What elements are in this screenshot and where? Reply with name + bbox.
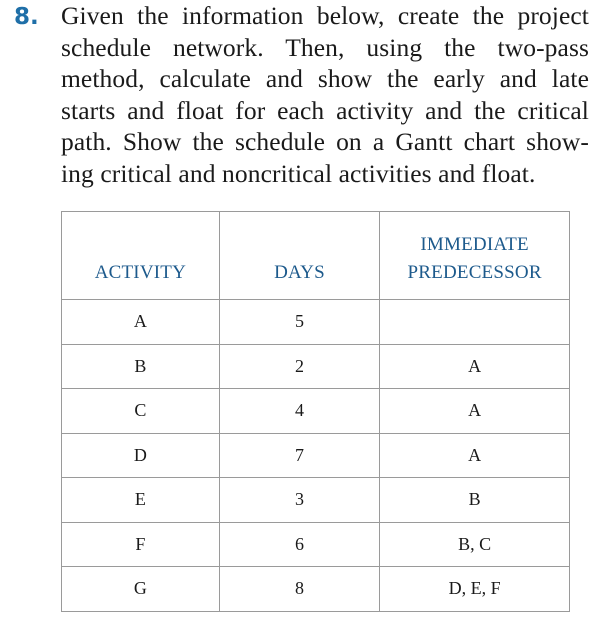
- header-predecessor: [380, 212, 570, 300]
- cell-days: 5: [219, 300, 380, 345]
- question-text: [61, 0, 589, 189]
- cell-predecessor: B, C: [380, 522, 570, 567]
- question-line: ing critical and noncritical activities and float.: [61, 158, 536, 188]
- cell-activity: E: [62, 478, 220, 523]
- activity-table: [61, 211, 570, 612]
- cell-activity: A: [62, 300, 220, 345]
- table-row: [62, 344, 570, 389]
- cell-predecessor: A: [380, 344, 570, 389]
- table-header-row: [62, 212, 570, 300]
- cell-activity: B: [62, 344, 220, 389]
- cell-days: 7: [219, 433, 380, 478]
- cell-days: 6: [219, 522, 380, 567]
- cell-predecessor: D, E, F: [380, 567, 570, 612]
- table-row: [62, 389, 570, 434]
- cell-days: 3: [219, 478, 380, 523]
- cell-activity: G: [62, 567, 220, 612]
- table-row: [62, 567, 570, 612]
- cell-predecessor: [380, 300, 570, 345]
- cell-activity: D: [62, 433, 220, 478]
- cell-days: 4: [219, 389, 380, 434]
- question-line: starts and float for each activity and the critical: [61, 95, 589, 125]
- cell-predecessor: A: [380, 433, 570, 478]
- table-row: [62, 478, 570, 523]
- header-activity: ACTIVITY: [62, 212, 220, 300]
- cell-days: 2: [219, 344, 380, 389]
- question-number: 8.: [14, 4, 39, 30]
- question-line: Given the information below, create the project: [61, 1, 589, 30]
- header-predecessor-line2: PREDECESSOR: [407, 262, 542, 283]
- header-days: DAYS: [219, 212, 380, 300]
- cell-activity: C: [62, 389, 220, 434]
- question-line: method, calculate and show the early and late: [61, 64, 589, 93]
- cell-days: 8: [219, 567, 380, 612]
- table-row: [62, 433, 570, 478]
- question-line: path. Show the schedule on a Gantt chart show-: [61, 127, 589, 156]
- cell-predecessor: B: [380, 478, 570, 523]
- table-row: [62, 522, 570, 567]
- cell-activity: F: [62, 522, 220, 567]
- cell-predecessor: A: [380, 389, 570, 434]
- question-line: schedule network. Then, using the two-pass: [61, 32, 589, 62]
- table-row: [62, 300, 570, 345]
- header-predecessor-line1: IMMEDIATE: [420, 234, 529, 255]
